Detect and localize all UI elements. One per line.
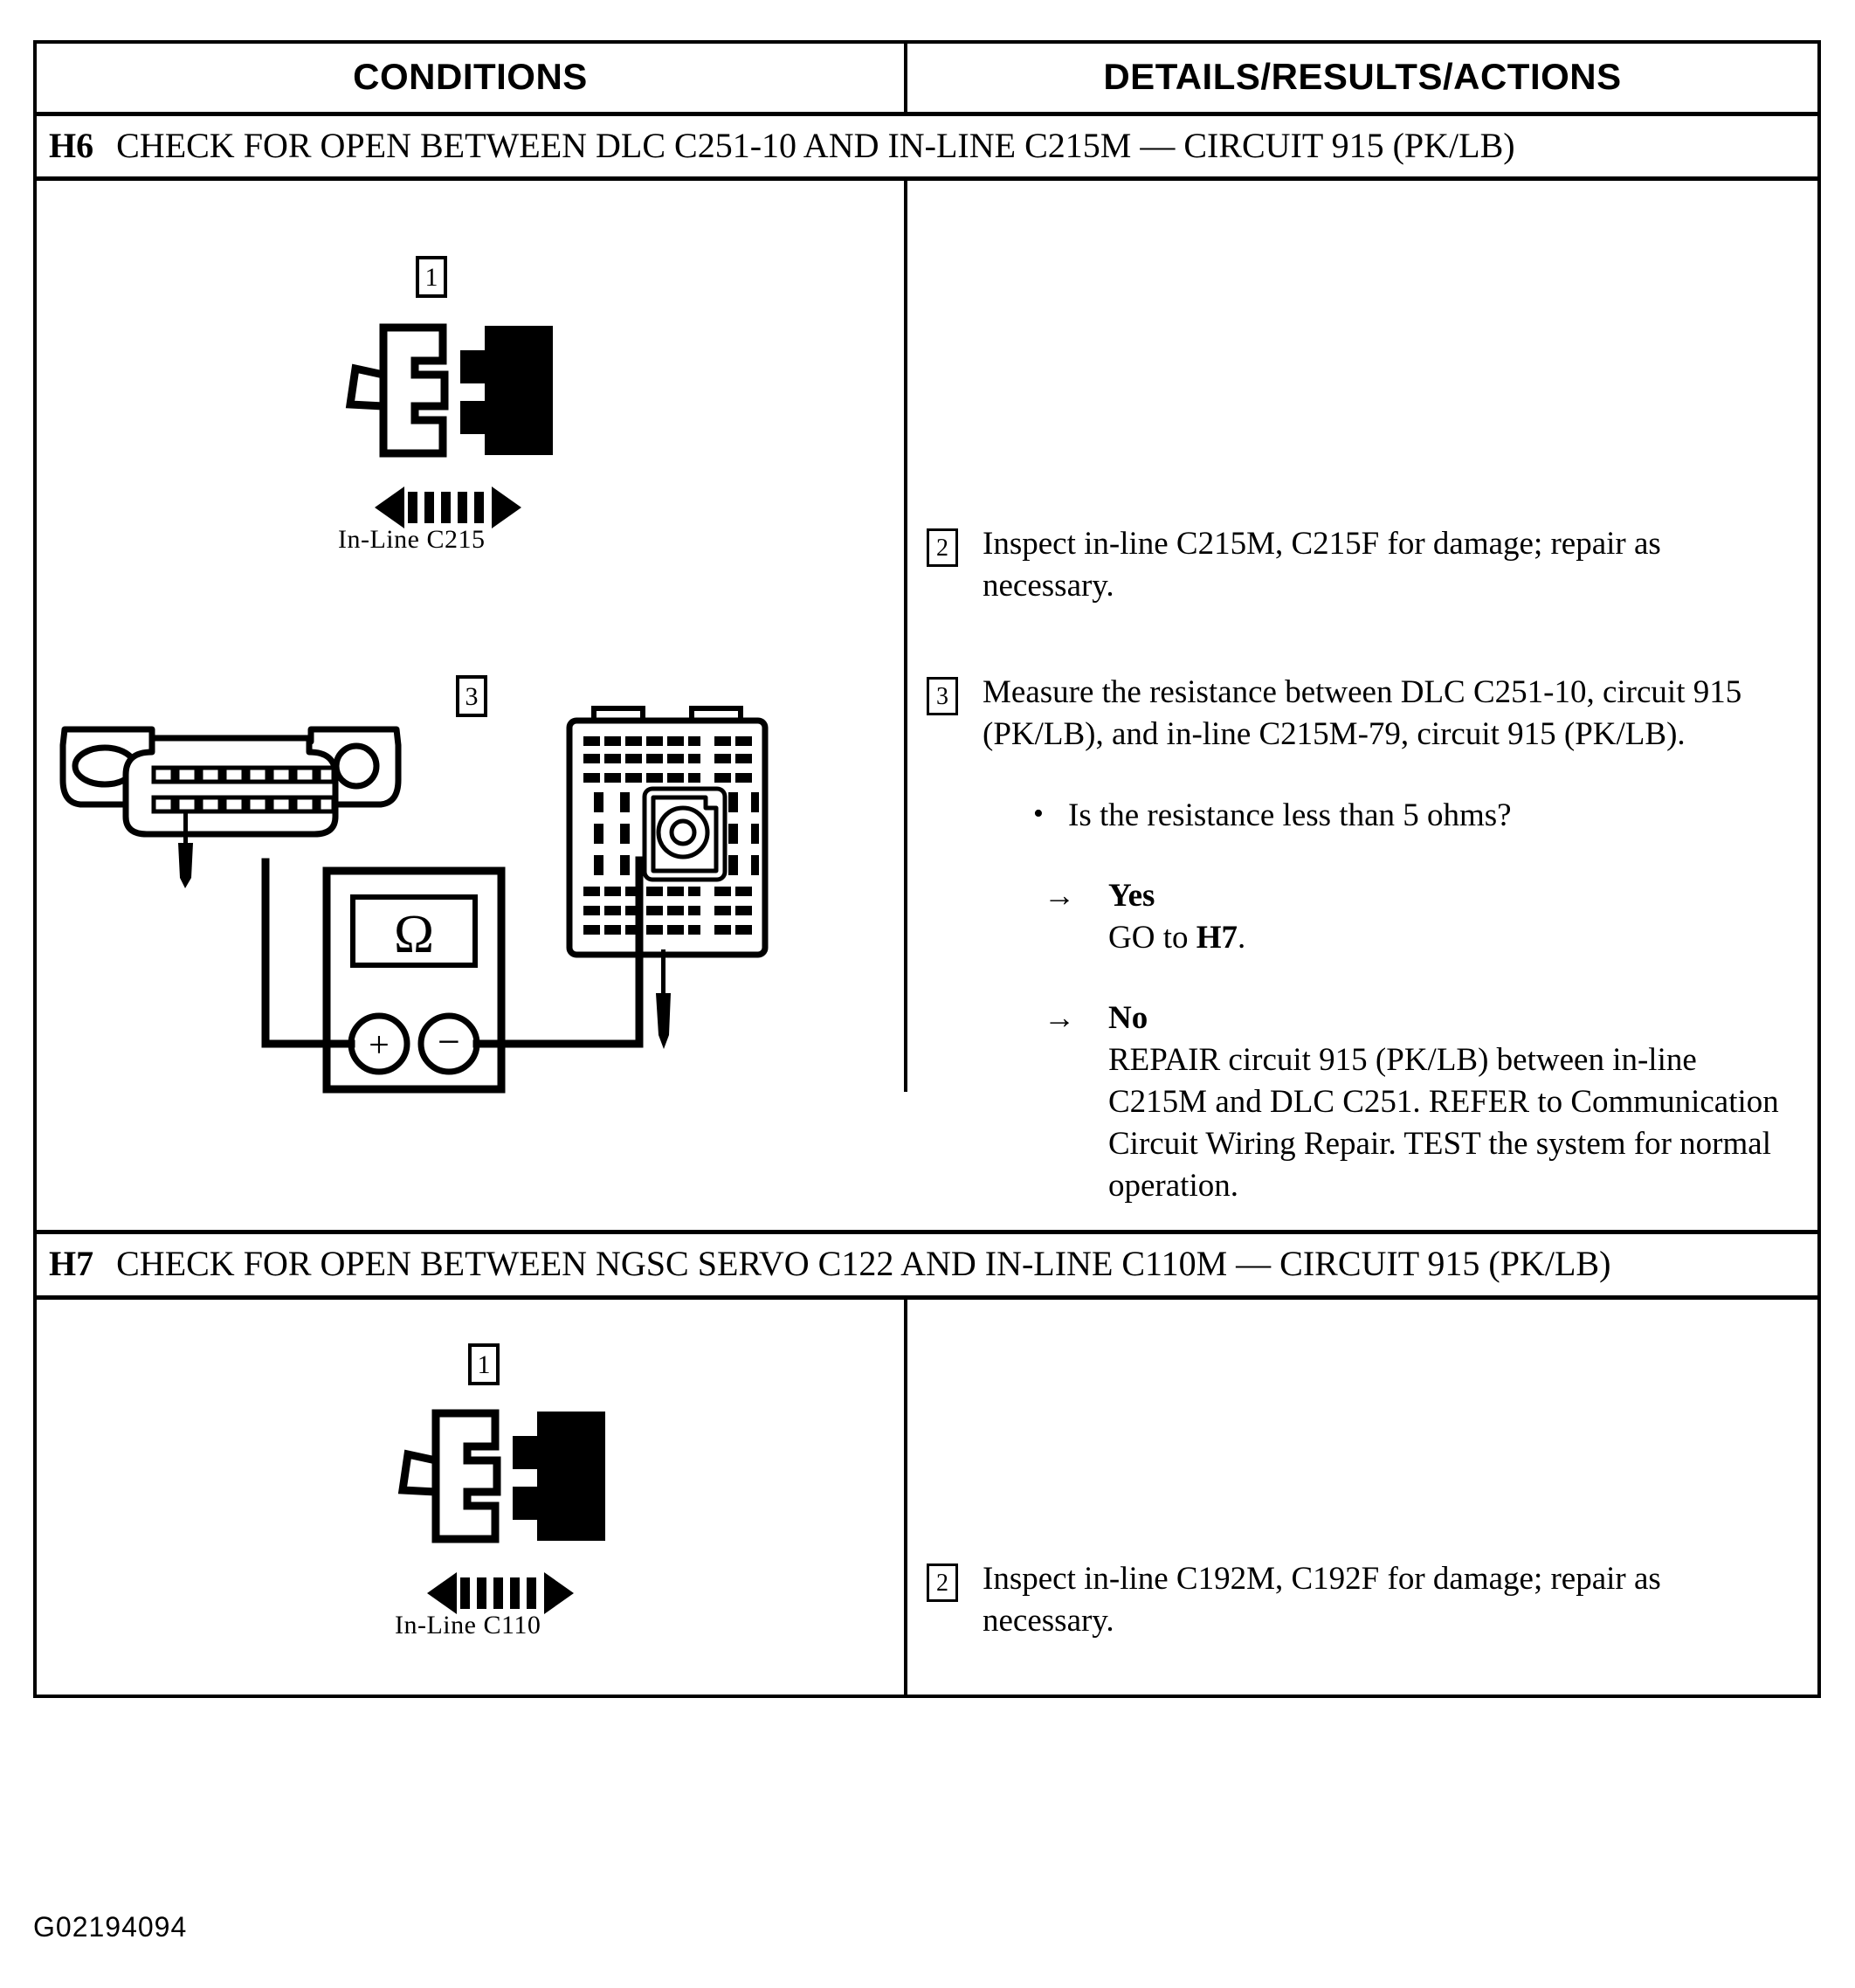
action-number-box: 2 xyxy=(927,528,958,567)
arrow-right-icon: → xyxy=(1044,999,1075,1035)
dlc-lead-wire xyxy=(250,871,285,993)
conditions-cell-h6 xyxy=(37,181,907,1092)
answer-yes xyxy=(983,875,1796,959)
answer-goto-suffix: . xyxy=(1238,919,1246,956)
answer-goto-prefix: GO to xyxy=(1108,919,1196,956)
connector-label-c110: In-Line C110 xyxy=(395,1610,541,1639)
svg-text:Ω: Ω xyxy=(393,905,435,965)
answer-action-text: REPAIR circuit 915 (PK/LB) between in-line C215M and DLC C251. REFER to Communication Circuit Wiring Repair. TEST the system for normal operation. xyxy=(1108,1041,1779,1205)
step-title-cell-h6 xyxy=(37,116,1817,176)
answer-label-yes: Yes xyxy=(1108,877,1155,914)
inline-connector-icon-c110 xyxy=(390,1406,617,1581)
mate-unmate-arrow-icon-c110 xyxy=(427,1570,574,1616)
callout-box-1-h7: 1 xyxy=(468,1343,500,1385)
header-cell-details xyxy=(907,44,1817,112)
details-header-label: DETAILS/RESULTS/ACTIONS xyxy=(1103,56,1622,97)
bullet-icon: • xyxy=(1033,797,1044,830)
action-item xyxy=(927,672,1796,1207)
answer-no xyxy=(983,997,1796,1207)
step-body-row-h6 xyxy=(37,181,1817,1234)
action-item xyxy=(927,1558,1796,1642)
multimeter-icon xyxy=(133,853,657,1142)
callout-box-1-h6: 1 xyxy=(416,256,447,298)
answer-goto-target: H7 xyxy=(1196,919,1238,956)
conditions-cell-h7 xyxy=(37,1300,907,1695)
header-cell-conditions xyxy=(37,44,907,112)
answer-label-no: No xyxy=(1108,999,1148,1036)
inline-connector-icon-c215 xyxy=(338,321,565,495)
connector-label-c215: In-Line C215 xyxy=(338,525,486,555)
action-body xyxy=(983,523,1796,607)
action-text: Inspect in-line C215M, C215F for damage; repair as necessary. xyxy=(983,526,1661,604)
details-cell-h7 xyxy=(907,1300,1817,1695)
details-cell-h6 xyxy=(907,181,1817,1230)
step-title-row-h6 xyxy=(37,116,1817,181)
action-number-box: 3 xyxy=(927,677,958,715)
question-text: Is the resistance less than 5 ohms? xyxy=(1068,797,1512,833)
step-id-h6: H6 xyxy=(49,126,94,165)
action-body xyxy=(983,672,1796,1207)
action-body xyxy=(983,1558,1796,1642)
action-number-box: 2 xyxy=(927,1563,958,1602)
svg-text:+: + xyxy=(369,1025,390,1066)
step-title-row-h7 xyxy=(37,1234,1817,1299)
svg-text:−: − xyxy=(438,1019,460,1065)
conditions-header-label: CONDITIONS xyxy=(353,56,588,97)
step-title-cell-h7 xyxy=(37,1234,1817,1294)
step-title-text-h7: CHECK FOR OPEN BETWEEN NGSC SERVO C122 AND IN-LINE C110M — CIRCUIT 915 (PK/LB) xyxy=(116,1244,1611,1284)
figure-reference-code: G02194094 xyxy=(33,1911,188,1943)
callout-box-3-h6: 3 xyxy=(456,675,487,717)
step-title-text-h6: CHECK FOR OPEN BETWEEN DLC C251-10 AND IN-LINE C215M — CIRCUIT 915 (PK/LB) xyxy=(116,126,1515,165)
step-body-row-h7 xyxy=(37,1300,1817,1695)
arrow-right-icon: → xyxy=(1044,877,1075,913)
question-block xyxy=(983,795,1796,837)
action-text: Measure the resistance between DLC C251-10, circuit 915 (PK/LB), and in-line C215M-79, circuit 915 (PK/LB). xyxy=(983,674,1742,753)
diagnostic-table xyxy=(33,40,1821,1698)
action-text: Inspect in-line C192M, C192F for damage; repair as necessary. xyxy=(983,1560,1661,1639)
mate-unmate-arrow-icon-c215 xyxy=(375,485,521,530)
table-header-row xyxy=(37,44,1817,116)
action-item xyxy=(927,523,1796,607)
step-id-h7: H7 xyxy=(49,1244,94,1284)
